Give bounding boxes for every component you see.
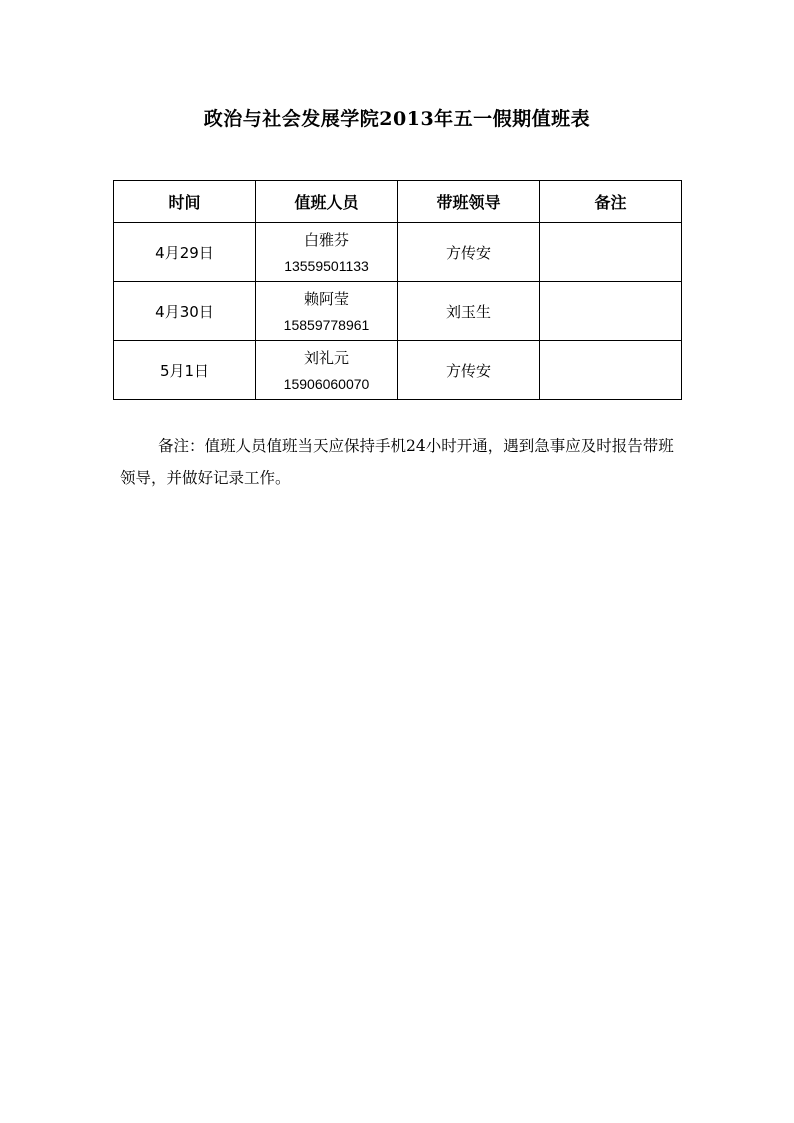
- note-paragraph: 备注：值班人员值班当天应保持手机24小时开通，遇到急事应及时报告带班领导，并做好记录工作。: [120, 437, 674, 487]
- header-time: 时间: [114, 181, 256, 223]
- leader-cell: 刘玉生: [398, 282, 540, 341]
- header-remark: 备注: [540, 181, 682, 223]
- staff-phone: 15906060070: [283, 376, 370, 392]
- staff-phone: 15859778961: [283, 317, 370, 333]
- leader-cell: 方传安: [398, 341, 540, 400]
- header-staff: 值班人员: [256, 181, 398, 223]
- page-title: 政治与社会发展学院2013年五一假期值班表: [203, 108, 591, 130]
- staff-cell: [256, 223, 398, 282]
- table-row: [114, 223, 682, 282]
- staff-name: 白雅芬: [303, 231, 349, 249]
- table-header-row: [114, 181, 682, 223]
- date-cell: 5月1日: [114, 341, 256, 400]
- staff-cell: [256, 282, 398, 341]
- remark-cell: [540, 282, 682, 341]
- table-row: [114, 341, 682, 400]
- staff-name: 刘礼元: [303, 349, 349, 367]
- leader-cell: 方传安: [398, 223, 540, 282]
- staff-cell: [256, 341, 398, 400]
- remark-cell: [540, 341, 682, 400]
- date-cell: 4月29日: [114, 223, 256, 282]
- remark-cell: [540, 223, 682, 282]
- date-cell: 4月30日: [114, 282, 256, 341]
- duty-table: [113, 180, 682, 400]
- header-leader: 带班领导: [398, 181, 540, 223]
- staff-phone: 13559501133: [284, 258, 369, 274]
- staff-name: 赖阿莹: [303, 290, 349, 308]
- table-row: [114, 282, 682, 341]
